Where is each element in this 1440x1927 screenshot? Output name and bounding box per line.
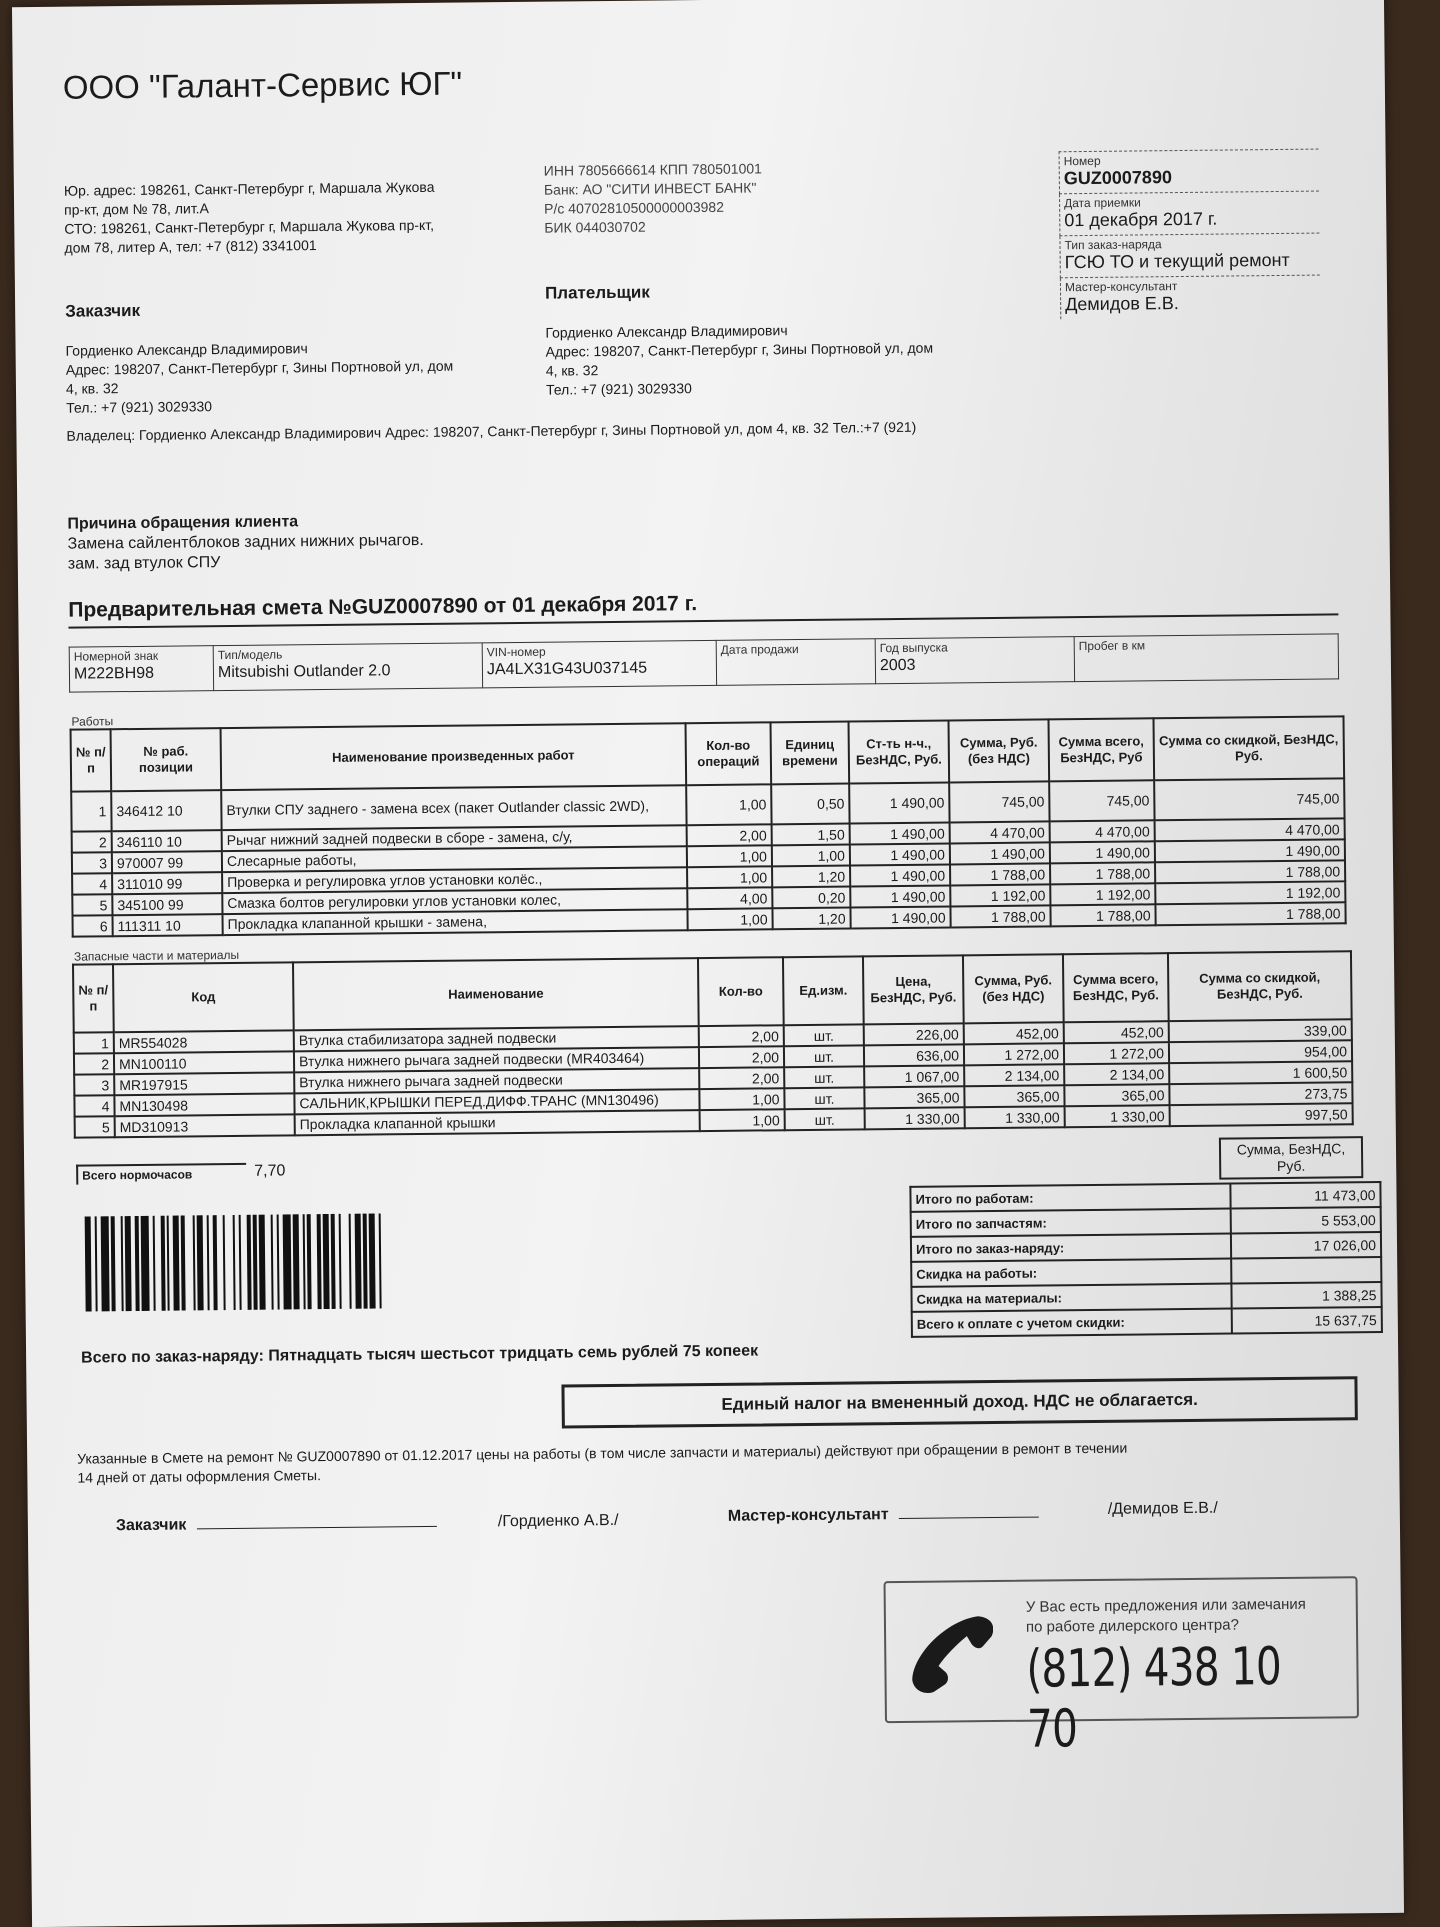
works-header: Кол-во операций — [686, 722, 772, 785]
works-row-cell: 1,20 — [772, 908, 850, 930]
totals-value: 15 637,75 — [1232, 1307, 1382, 1334]
works-row-cell: 1 788,00 — [1155, 902, 1345, 925]
works-row-cell: 4 470,00 — [950, 821, 1050, 843]
nds-note: Единый налог на вмененный доход. НДС не облагается. — [561, 1376, 1357, 1428]
reason-heading: Причина обращения клиента — [67, 513, 299, 533]
customer-signature — [116, 1513, 437, 1536]
parts-row-cell: САЛЬНИК,КРЫШКИ ПЕРЕД.ДИФФ.ТРАНС (MN130496) — [294, 1089, 699, 1114]
parts-row-cell: 1 272,00 — [1064, 1042, 1169, 1064]
works-row-cell: 970007 99 — [112, 851, 222, 873]
order-type: ГСЮ ТО и текущий ремонт — [1064, 249, 1290, 273]
parts-row-cell: 954,00 — [1169, 1040, 1352, 1063]
parts-row-cell: Втулка нижнего рычага задней подвески (MR403464) — [294, 1047, 699, 1072]
parts-header: Сумма всего, БезНДС, Руб. — [1063, 953, 1169, 1022]
parts-header: Кол-во — [698, 957, 784, 1026]
sale-value — [721, 657, 871, 659]
estimate-title: Предварительная смета №GUZ0007890 от 01 декабря 2017 г. — [68, 592, 698, 622]
works-row-cell: 1,20 — [772, 866, 850, 888]
works-row-cell: 1,00 — [687, 908, 772, 930]
parts-row-cell: 2,00 — [699, 1067, 784, 1089]
totals-value: 1 388,25 — [1231, 1282, 1381, 1309]
vin-value: JA4LX31G43U037145 — [486, 659, 648, 679]
works-header: Ст-ть н-ч., БезНДС, Руб. — [849, 720, 950, 783]
works-row-cell: 4 — [72, 873, 112, 894]
plate-value: М222ВН98 — [73, 664, 155, 683]
totals-header: Сумма, БезНДС, Руб. — [1219, 1136, 1363, 1180]
phone-handset-icon — [908, 1604, 994, 1700]
master-name: Демидов Е.В. — [1065, 293, 1179, 315]
totals-label: Итого по запчастям: — [911, 1209, 1231, 1237]
parts-row-cell: 997,50 — [1170, 1103, 1353, 1126]
order-type-label: Тип заказ-наряда — [1064, 237, 1162, 253]
works-row-cell: 745,00 — [949, 781, 1049, 822]
parts-row-cell: 2,00 — [699, 1046, 784, 1068]
parts-row-cell: Втулка нижнего рычага задней подвески — [294, 1068, 699, 1093]
parts-table — [72, 947, 1354, 1138]
works-header: № п/п — [71, 729, 112, 791]
parts-header: Сумма, Руб. (без НДС) — [963, 954, 1064, 1023]
parts-row-cell: шт. — [784, 1066, 864, 1088]
bank-line: Р/с 40702810500000003982 — [544, 198, 725, 217]
works-header: Единиц времени — [771, 722, 850, 785]
document-page — [12, 0, 1404, 1927]
works-row-cell: 1 788,00 — [1050, 904, 1155, 926]
works-row-cell: 4 470,00 — [1050, 820, 1155, 842]
totals-label: Скидка на работы: — [911, 1259, 1231, 1287]
parts-row-cell: MR197915 — [114, 1072, 294, 1095]
totals-value: 5 553,00 — [1231, 1207, 1381, 1234]
parts-header: Ед.изм. — [783, 956, 864, 1025]
customer-sign-name: /Гордиенко А.В./ — [497, 1511, 619, 1531]
works-row-cell: 1 490,00 — [850, 822, 950, 844]
parts-row-cell: MN100110 — [114, 1051, 294, 1074]
reason-text: зам. зад втулок СПУ — [67, 554, 221, 573]
works-row-cell: 346110 10 — [112, 830, 222, 852]
payer-name: Гордиенко Александр Владимирович — [545, 322, 788, 341]
parts-row-cell: шт. — [784, 1045, 864, 1067]
parts-row-cell: шт. — [784, 1024, 864, 1046]
totals-label: Скидка на материалы: — [911, 1284, 1231, 1312]
works-row-cell: 1 788,00 — [1155, 860, 1345, 883]
works-row-cell: 1 192,00 — [950, 884, 1050, 906]
parts-row-cell: 365,00 — [1064, 1084, 1169, 1106]
feedback-question — [1026, 1595, 1306, 1638]
totals-label: Итого по заказ-наряду: — [911, 1234, 1231, 1262]
parts-header: Код — [113, 962, 294, 1032]
works-row-cell: 6 — [73, 915, 113, 936]
works-row-cell: 1,50 — [772, 824, 850, 846]
customer-block — [65, 298, 454, 418]
works-row-cell: 0,20 — [772, 887, 850, 909]
works-row-cell: 1 788,00 — [950, 863, 1050, 885]
vin-label: VIN-номер — [486, 644, 546, 660]
reason-text: Замена сайлентблоков задних нижних рычагов. — [67, 531, 424, 553]
master-sign-name: /Демидов Е.В./ — [1107, 1499, 1218, 1518]
order-number: GUZ0007890 — [1063, 167, 1173, 189]
works-row-cell: Втулки СПУ заднего - замена всех (пакет Outlander classic 2WD), — [221, 785, 686, 830]
parts-row-cell: 1 — [74, 1032, 114, 1053]
works-row-cell: Слесарные работы, — [222, 846, 687, 872]
totals-value — [1231, 1257, 1381, 1284]
totals-value: 17 026,00 — [1231, 1232, 1381, 1259]
works-row-cell: 2,00 — [687, 824, 772, 846]
works-row-cell: 1 192,00 — [1155, 881, 1345, 904]
works-header: Наименование произведенных работ — [221, 723, 687, 790]
validity-line: Указанные в Смете на ремонт № GUZ0007890 от 01.12.2017 цены на работы (в том числе запчасти и материалы) действуют при обращении в ремонт в течении — [77, 1439, 1128, 1467]
parts-row-cell: 1 600,50 — [1169, 1061, 1352, 1084]
parts-row-cell: MD310913 — [115, 1114, 295, 1137]
works-row-cell: 1 490,00 — [1050, 841, 1155, 863]
payer-block — [545, 280, 934, 400]
feedback-line: У Вас есть предложения или замечания — [1025, 1595, 1306, 1616]
reason-block — [67, 511, 424, 575]
sale-label: Дата продажи — [720, 642, 799, 657]
works-row-cell: 3 — [72, 852, 112, 873]
parts-row-cell: шт. — [784, 1087, 864, 1109]
order-date: 01 декабря 2017 г. — [1064, 208, 1218, 231]
bank-details — [544, 159, 763, 237]
order-number-label: Номер — [1063, 153, 1101, 169]
parts-row-cell: 2 — [74, 1053, 114, 1074]
parts-row-cell: 1 272,00 — [964, 1043, 1064, 1065]
parts-row-cell: MN130498 — [114, 1093, 294, 1116]
works-row-cell: 745,00 — [1154, 778, 1344, 820]
parts-row-cell: шт. — [785, 1108, 865, 1130]
works-row-cell: 1 490,00 — [849, 782, 949, 823]
model-value: Mitsubishi Outlander 2.0 — [217, 662, 391, 682]
payer-phone: Тел.: +7 (921) 3029330 — [545, 380, 692, 398]
totals-row — [912, 1307, 1382, 1337]
parts-row-cell: 1 067,00 — [864, 1065, 964, 1087]
bank-line: ИНН 7805666614 КПП 780501001 — [543, 160, 762, 179]
parts-row-cell: 3 — [74, 1074, 114, 1095]
works-row-cell: 5 — [72, 894, 112, 915]
order-info-box — [1059, 149, 1321, 320]
parts-row-cell: 226,00 — [864, 1023, 964, 1045]
works-row-cell: 1,00 — [687, 866, 772, 888]
works-row-cell: 346412 10 — [111, 790, 221, 831]
parts-row-cell: 452,00 — [1064, 1021, 1169, 1043]
works-header: Сумма всего, БезНДС, Руб — [1048, 718, 1154, 781]
parts-row-cell: 365,00 — [964, 1085, 1064, 1107]
customer-address: 4, кв. 32 — [65, 380, 119, 397]
parts-row-cell: 1 330,00 — [965, 1106, 1065, 1128]
works-header: Сумма, Руб. (без НДС) — [949, 719, 1050, 782]
parts-header: Цена, БезНДС, Руб. — [863, 955, 964, 1024]
works-row-cell: 2 — [72, 831, 112, 852]
parts-row-cell: 1,00 — [699, 1088, 784, 1110]
customer-phone: Тел.: +7 (921) 3029330 — [66, 398, 213, 416]
works-row-cell: 4 470,00 — [1155, 818, 1345, 841]
feedback-line: по работе дилерского центра? — [1025, 1616, 1239, 1636]
totals-label: Всего к оплате с учетом скидки: — [912, 1309, 1232, 1337]
works-row-cell: 1 490,00 — [950, 842, 1050, 864]
works-row-cell: 1 490,00 — [850, 864, 950, 886]
order-date-label: Дата приемки — [1064, 195, 1141, 211]
customer-name: Гордиенко Александр Владимирович — [65, 340, 308, 359]
customer-sign-label: Заказчик — [115, 1516, 187, 1535]
parts-row-cell: 636,00 — [864, 1044, 964, 1066]
works-row-cell: 1,00 — [772, 845, 850, 867]
works-row-cell: Прокладка клапанной крышки - замена, — [222, 909, 687, 935]
works-row-cell: 1 490,00 — [850, 906, 950, 928]
mileage-value — [1079, 652, 1334, 655]
customer-sign-line — [197, 1526, 437, 1530]
payer-heading: Плательщик — [544, 282, 650, 303]
barcode — [85, 1210, 676, 1311]
parts-row-cell: 5 — [75, 1116, 115, 1137]
company-address — [64, 178, 435, 258]
totals-label: Итого по работам: — [910, 1184, 1230, 1212]
works-row-cell: 745,00 — [1049, 780, 1154, 821]
works-row-cell: 1,00 — [686, 784, 771, 825]
parts-row-cell: 365,00 — [864, 1086, 964, 1108]
parts-row-cell: 2 134,00 — [964, 1064, 1064, 1086]
total-in-words: Всего по заказ-наряду: Пятнадцать тысяч шестьсот тридцать семь рублей 75 копеек — [81, 1342, 759, 1367]
payer-address: Адрес: 198207, Санкт-Петербург г, Зины Портновой ул, дом — [545, 339, 934, 360]
hours-value: 7,70 — [254, 1162, 286, 1180]
parts-row-cell: 273,75 — [1169, 1082, 1352, 1105]
year-value: 2003 — [879, 656, 916, 675]
plate-label: Номерной знак — [73, 648, 159, 664]
parts-row-cell: 4 — [74, 1095, 114, 1116]
totals-table — [909, 1181, 1383, 1338]
works-table — [70, 715, 1347, 937]
works-row-cell: 1 788,00 — [1050, 862, 1155, 884]
works-row-cell: 1,00 — [687, 845, 772, 867]
owner-line: Владелец: Гордиенко Александр Владимирович Адрес: 198207, Санкт-Петербург г, Зины Портновой ул, дом 4, кв. 32 Тел.:+7 (921) — [66, 418, 917, 444]
works-row-cell: 111311 10 — [112, 914, 222, 936]
works-row-cell: 1 — [71, 791, 111, 831]
address-line: дом 78, литер А, тел: +7 (812) 3341001 — [64, 237, 317, 256]
barcode-bar — [381, 1213, 386, 1308]
works-header: Сумма со скидкой, БезНДС, Руб. — [1153, 716, 1344, 780]
works-row-cell: 4,00 — [687, 887, 772, 909]
payer-address: 4, кв. 32 — [545, 362, 599, 379]
works-row-cell: 1 788,00 — [950, 905, 1050, 927]
works-row-cell: 311010 99 — [112, 872, 222, 894]
works-caption: Работы — [71, 714, 114, 729]
works-row-cell: 1 490,00 — [1155, 839, 1345, 862]
master-sign-label: Мастер-консультант — [727, 1506, 889, 1525]
master-label: Мастер-консультант — [1064, 279, 1178, 295]
bank-line: Банк: АО "СИТИ ИНВЕСТ БАНК" — [543, 179, 757, 198]
parts-row-cell: 339,00 — [1169, 1019, 1352, 1042]
parts-row-cell: 452,00 — [964, 1022, 1064, 1044]
totals-value: 11 473,00 — [1230, 1182, 1380, 1209]
parts-row-cell: MR554028 — [114, 1030, 294, 1053]
works-header: № раб. позиции — [111, 728, 222, 791]
works-row-cell: Проверка и регулировка углов установки колёс., — [222, 867, 687, 893]
works-row-cell: Смазка болтов регулировки углов установки колес, — [222, 888, 687, 914]
works-row-cell: 345100 99 — [112, 893, 222, 915]
feedback-phone: (812) 438 10 70 — [1026, 1637, 1282, 1760]
parts-header: Наименование — [293, 958, 699, 1030]
address-line: СТО: 198261, Санкт-Петербург г, Маршала Жукова пр-кт, — [64, 216, 435, 237]
bank-line: БИК 044030702 — [544, 218, 646, 236]
parts-row-cell: Втулка стабилизатора задней подвески — [294, 1026, 699, 1051]
works-row-cell: 1 490,00 — [850, 843, 950, 865]
company-name: ООО "Галант-Сервис ЮГ" — [62, 64, 463, 106]
parts-row-cell: 2 134,00 — [1064, 1063, 1169, 1085]
works-row-cell: 1 192,00 — [1050, 883, 1155, 905]
address-line: Юр. адрес: 198261, Санкт-Петербург г, Маршала Жукова — [63, 178, 435, 199]
mileage-label: Пробег в км — [1078, 638, 1146, 654]
year-label: Год выпуска — [879, 640, 948, 656]
parts-row-cell: Прокладка клапанной крышки — [295, 1110, 700, 1135]
customer-heading: Заказчик — [65, 300, 141, 321]
customer-address: Адрес: 198207, Санкт-Петербург г, Зины Портновой ул, дом — [65, 357, 454, 378]
validity-line: 14 дней от даты оформления Сметы. — [77, 1467, 322, 1486]
works-row-cell: Рычаг нижний задней подвески в сборе - замена, с/у, — [222, 825, 687, 851]
parts-row-cell: 1 330,00 — [865, 1107, 965, 1129]
model-label: Тип/модель — [217, 647, 283, 663]
address-line: пр-кт, дом № 78, лит.А — [64, 200, 209, 218]
parts-header: Сумма со скидкой, БезНДС, Руб. — [1168, 951, 1352, 1021]
feedback-box — [884, 1576, 1359, 1760]
validity-note — [77, 1439, 1127, 1488]
hours-label: Всего нормочасов — [76, 1163, 246, 1185]
parts-caption: Запасные части и материалы — [73, 947, 240, 964]
master-sign-line — [899, 1517, 1039, 1519]
vehicle-table — [69, 633, 1339, 692]
master-signature — [728, 1504, 1039, 1527]
parts-row-cell: 1 330,00 — [1065, 1105, 1170, 1127]
parts-row-cell: 1,00 — [700, 1109, 785, 1131]
works-row-cell: 0,50 — [771, 784, 849, 825]
works-row-cell: 1 490,00 — [850, 885, 950, 907]
parts-row-cell: 2,00 — [699, 1025, 784, 1047]
parts-header: № п/п — [73, 964, 114, 1032]
